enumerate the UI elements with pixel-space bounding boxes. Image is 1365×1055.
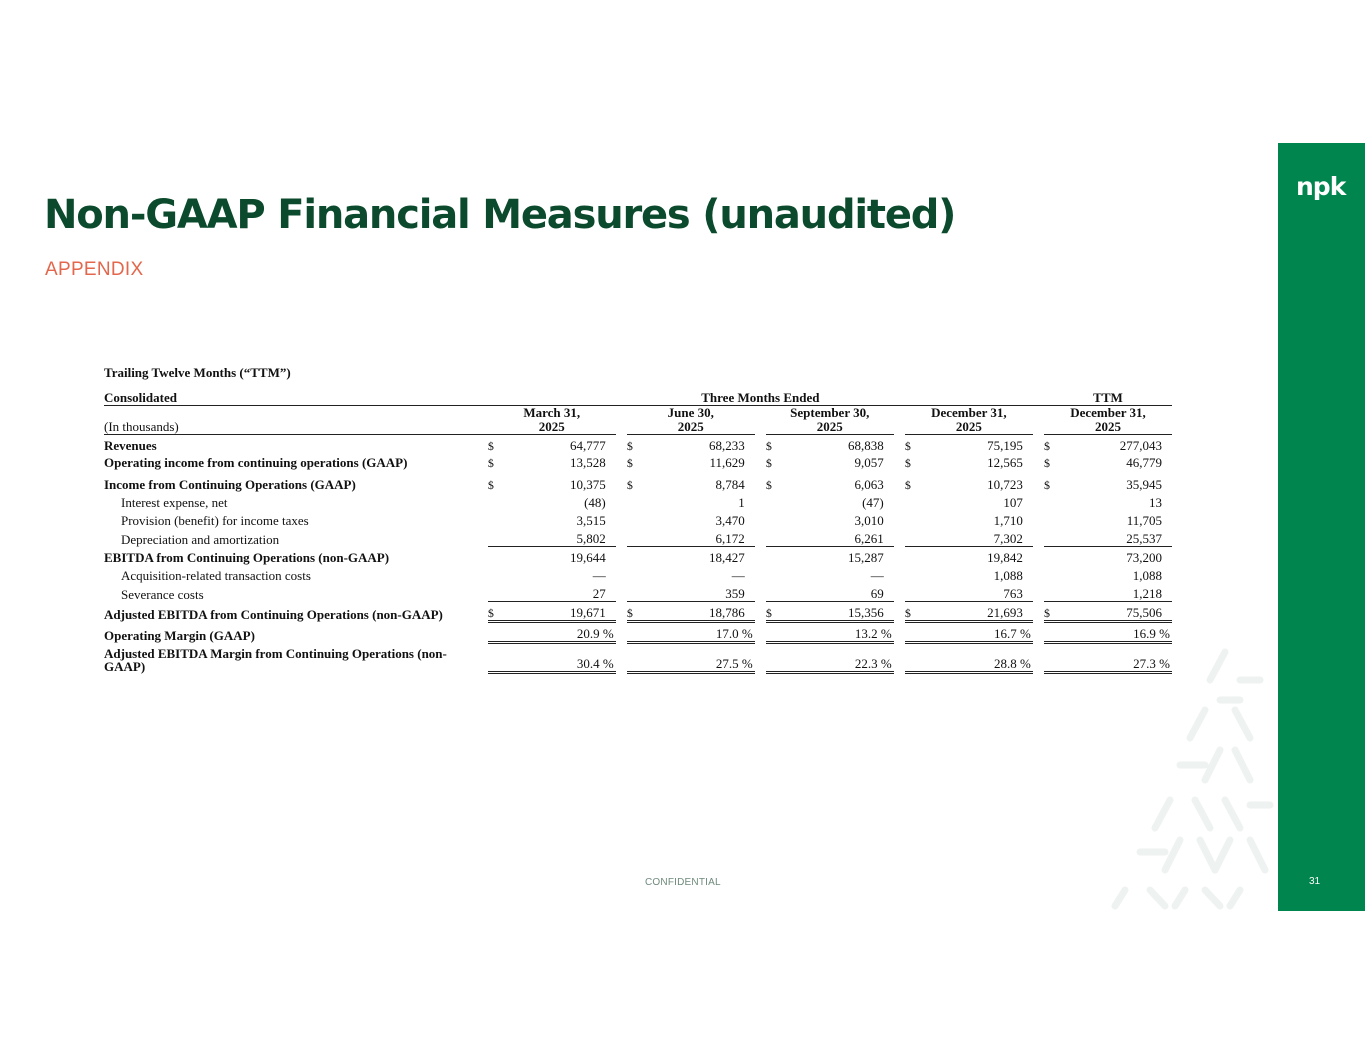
currency-symbol: [627, 492, 641, 510]
units-label: (In thousands): [104, 406, 488, 435]
currency-symbol: [905, 528, 919, 547]
table-title: Trailing Twelve Months (“TTM”): [104, 365, 291, 380]
table-row: [104, 622, 1172, 643]
table-row: [104, 492, 1172, 510]
currency-symbol: $: [1043, 478, 1050, 492]
table-cell-value: 8,784: [715, 477, 745, 492]
currency-symbol: $: [765, 456, 772, 470]
currency-symbol: [488, 583, 502, 602]
currency-symbol: [627, 565, 641, 583]
table-cell-value: (47): [862, 495, 884, 510]
table-cell-value: 11,629: [709, 455, 745, 470]
table-row: [104, 528, 1172, 547]
ttm-financial-table: [104, 387, 1172, 674]
confidential-footer: CONFIDENTIAL: [645, 877, 721, 888]
table-cell-value: 7,302: [919, 528, 1033, 547]
table-cell-value: 75,195: [987, 438, 1023, 453]
column-header: December 31, 2025: [1044, 406, 1172, 435]
table-cell-value: 3,470: [715, 513, 745, 528]
table-cell-value: 25,537: [1058, 528, 1172, 547]
table-cell-value: 75,506: [1058, 602, 1172, 622]
decorative-pattern-icon: [1110, 640, 1276, 912]
currency-symbol: [766, 622, 780, 643]
currency-symbol: [1044, 510, 1058, 528]
table-cell-value: 3,515: [576, 513, 606, 528]
slide-subtitle: APPENDIX: [45, 259, 144, 280]
currency-symbol: $: [626, 439, 633, 453]
currency-symbol: [627, 643, 641, 673]
currency-symbol: [766, 643, 780, 673]
currency-symbol: [766, 565, 780, 583]
row-label: Operating income from continuing operations (GAAP): [104, 455, 408, 470]
table-row: [104, 583, 1172, 602]
table-cell-value: —: [592, 568, 606, 583]
currency-symbol: $: [487, 456, 494, 470]
currency-symbol: [1044, 547, 1058, 566]
table-cell-value: 68,838: [847, 438, 884, 453]
row-label: Revenues: [104, 438, 157, 453]
currency-symbol: $: [627, 602, 641, 622]
column-header: December 31, 2025: [905, 406, 1033, 435]
currency-symbol: [766, 583, 780, 602]
currency-symbol: [1044, 583, 1058, 602]
table-cell-value: 9,057: [854, 455, 884, 470]
currency-symbol: $: [626, 478, 633, 492]
currency-symbol: [488, 492, 502, 510]
currency-symbol: [905, 643, 919, 673]
table-cell-value: 22.3 %: [780, 643, 894, 673]
ttm-header: TTM: [1044, 387, 1172, 406]
currency-symbol: [1044, 528, 1058, 547]
table-cell-value: 68,233: [708, 438, 745, 453]
currency-symbol: [766, 510, 780, 528]
table-cell-value: 69: [780, 583, 894, 602]
currency-symbol: [627, 583, 641, 602]
row-label: Adjusted EBITDA from Continuing Operations (non-GAAP): [104, 606, 443, 622]
table-cell-value: 13,528: [569, 455, 606, 470]
table-cell-value: 19,644: [569, 550, 606, 565]
table-cell-value: 30.4 %: [502, 643, 616, 673]
table-cell-value: 28.8 %: [919, 643, 1033, 673]
currency-symbol: [1044, 565, 1058, 583]
table-cell-value: 16.9 %: [1058, 622, 1172, 643]
currency-symbol: $: [765, 478, 772, 492]
table-cell-value: 277,043: [1119, 438, 1162, 453]
table-cell-value: 15,356: [780, 602, 894, 622]
currency-symbol: $: [1043, 439, 1050, 453]
currency-symbol: [488, 547, 502, 566]
table-cell-value: 18,786: [641, 602, 755, 622]
currency-symbol: [766, 528, 780, 547]
table-cell-value: 13.2 %: [780, 622, 894, 643]
currency-symbol: [488, 510, 502, 528]
currency-symbol: [905, 622, 919, 643]
table-row: [104, 602, 1172, 622]
currency-symbol: [766, 547, 780, 566]
row-label: Severance costs: [121, 586, 204, 602]
table-cell-value: 6,261: [780, 528, 894, 547]
table-cell-value: 1,088: [1132, 568, 1162, 583]
table-cell-value: 763: [919, 583, 1033, 602]
table-cell-value: 19,842: [987, 550, 1023, 565]
table-row: [104, 565, 1172, 583]
currency-symbol: $: [766, 602, 780, 622]
three-months-ended-header: Three Months Ended: [488, 387, 1033, 406]
table-cell-value: 12,565: [987, 455, 1023, 470]
table-cell-value: 46,779: [1126, 455, 1162, 470]
table-row: [104, 547, 1172, 566]
table-row: [104, 643, 1172, 673]
table-cell-value: 64,777: [569, 438, 606, 453]
table-cell-value: 11,705: [1126, 513, 1162, 528]
row-label: EBITDA from Continuing Operations (non-GAAP): [104, 550, 390, 565]
npk-logo: npk: [1296, 172, 1346, 201]
currency-symbol: [905, 547, 919, 566]
currency-symbol: [905, 583, 919, 602]
currency-symbol: $: [1044, 602, 1058, 622]
currency-symbol: [627, 510, 641, 528]
table-cell-value: 1: [738, 495, 745, 510]
table-cell-value: 20.9 %: [502, 622, 616, 643]
table-cell-value: 5,802: [502, 528, 616, 547]
table-cell-value: 18,427: [708, 550, 745, 565]
table-cell-value: 16.7 %: [919, 622, 1033, 643]
currency-symbol: $: [904, 456, 911, 470]
currency-symbol: [905, 510, 919, 528]
currency-symbol: $: [904, 439, 911, 453]
row-label: Adjusted EBITDA Margin from Continuing Operations (non-GAAP): [104, 645, 447, 674]
table-row: [104, 435, 1172, 454]
table-cell-value: 10,375: [569, 477, 606, 492]
currency-symbol: $: [904, 478, 911, 492]
currency-symbol: [905, 492, 919, 510]
row-label: Interest expense, net: [121, 495, 228, 510]
table-cell-value: —: [731, 568, 745, 583]
table-group-header-row: [104, 387, 1172, 406]
currency-symbol: $: [487, 439, 494, 453]
row-label: Income from Continuing Operations (GAAP): [104, 477, 356, 492]
ttm-table-container: [104, 365, 1174, 674]
currency-symbol: [627, 528, 641, 547]
row-label: Acquisition-related transaction costs: [121, 568, 311, 583]
table-cell-value: 17.0 %: [641, 622, 755, 643]
column-header: June 30, 2025: [627, 406, 755, 435]
table-cell-value: 6,063: [854, 477, 884, 492]
table-cell-value: 10,723: [987, 477, 1023, 492]
currency-symbol: [766, 492, 780, 510]
currency-symbol: [488, 528, 502, 547]
table-cell-value: —: [870, 568, 884, 583]
currency-symbol: [905, 565, 919, 583]
column-header: March 31, 2025: [488, 406, 616, 435]
table-cell-value: 1,710: [993, 513, 1023, 528]
table-cell-value: 27.3 %: [1058, 643, 1172, 673]
table-cell-value: 35,945: [1126, 477, 1162, 492]
page-number: 31: [1309, 876, 1321, 887]
table-cell-value: 359: [641, 583, 755, 602]
currency-symbol: [1044, 643, 1058, 673]
table-row: [104, 510, 1172, 528]
table-cell-value: 27: [502, 583, 616, 602]
currency-symbol: [627, 547, 641, 566]
currency-symbol: $: [765, 439, 772, 453]
row-label: Depreciation and amortization: [121, 531, 280, 547]
table-cell-value: 107: [1003, 495, 1023, 510]
brand-side-bar: [1278, 143, 1365, 911]
currency-symbol: $: [488, 602, 502, 622]
currency-symbol: [1044, 622, 1058, 643]
currency-symbol: [488, 643, 502, 673]
currency-symbol: [627, 622, 641, 643]
table-cell-value: 1,088: [993, 568, 1023, 583]
row-label: Provision (benefit) for income taxes: [121, 513, 309, 528]
table-cell-value: (48): [584, 495, 606, 510]
table-cell-value: 1,218: [1058, 583, 1172, 602]
row-label: Operating Margin (GAAP): [104, 627, 255, 643]
table-row: [104, 474, 1172, 492]
table-row: [104, 453, 1172, 474]
currency-symbol: $: [626, 456, 633, 470]
slide-title: Non-GAAP Financial Measures (unaudited): [44, 192, 956, 238]
table-column-header-row: [104, 406, 1172, 435]
currency-symbol: $: [905, 602, 919, 622]
table-cell-value: 73,200: [1126, 550, 1162, 565]
table-cell-value: 21,693: [919, 602, 1033, 622]
table-cell-value: 15,287: [847, 550, 884, 565]
table-cell-value: 27.5 %: [641, 643, 755, 673]
section-label: Consolidated: [104, 387, 488, 406]
currency-symbol: [1044, 492, 1058, 510]
table-cell-value: 13: [1149, 495, 1162, 510]
currency-symbol: [488, 622, 502, 643]
table-cell-value: 6,172: [641, 528, 755, 547]
table-cell-value: 19,671: [502, 602, 616, 622]
column-header: September 30, 2025: [766, 406, 894, 435]
currency-symbol: $: [1043, 456, 1050, 470]
currency-symbol: [488, 565, 502, 583]
currency-symbol: $: [487, 478, 494, 492]
table-cell-value: 3,010: [854, 513, 884, 528]
